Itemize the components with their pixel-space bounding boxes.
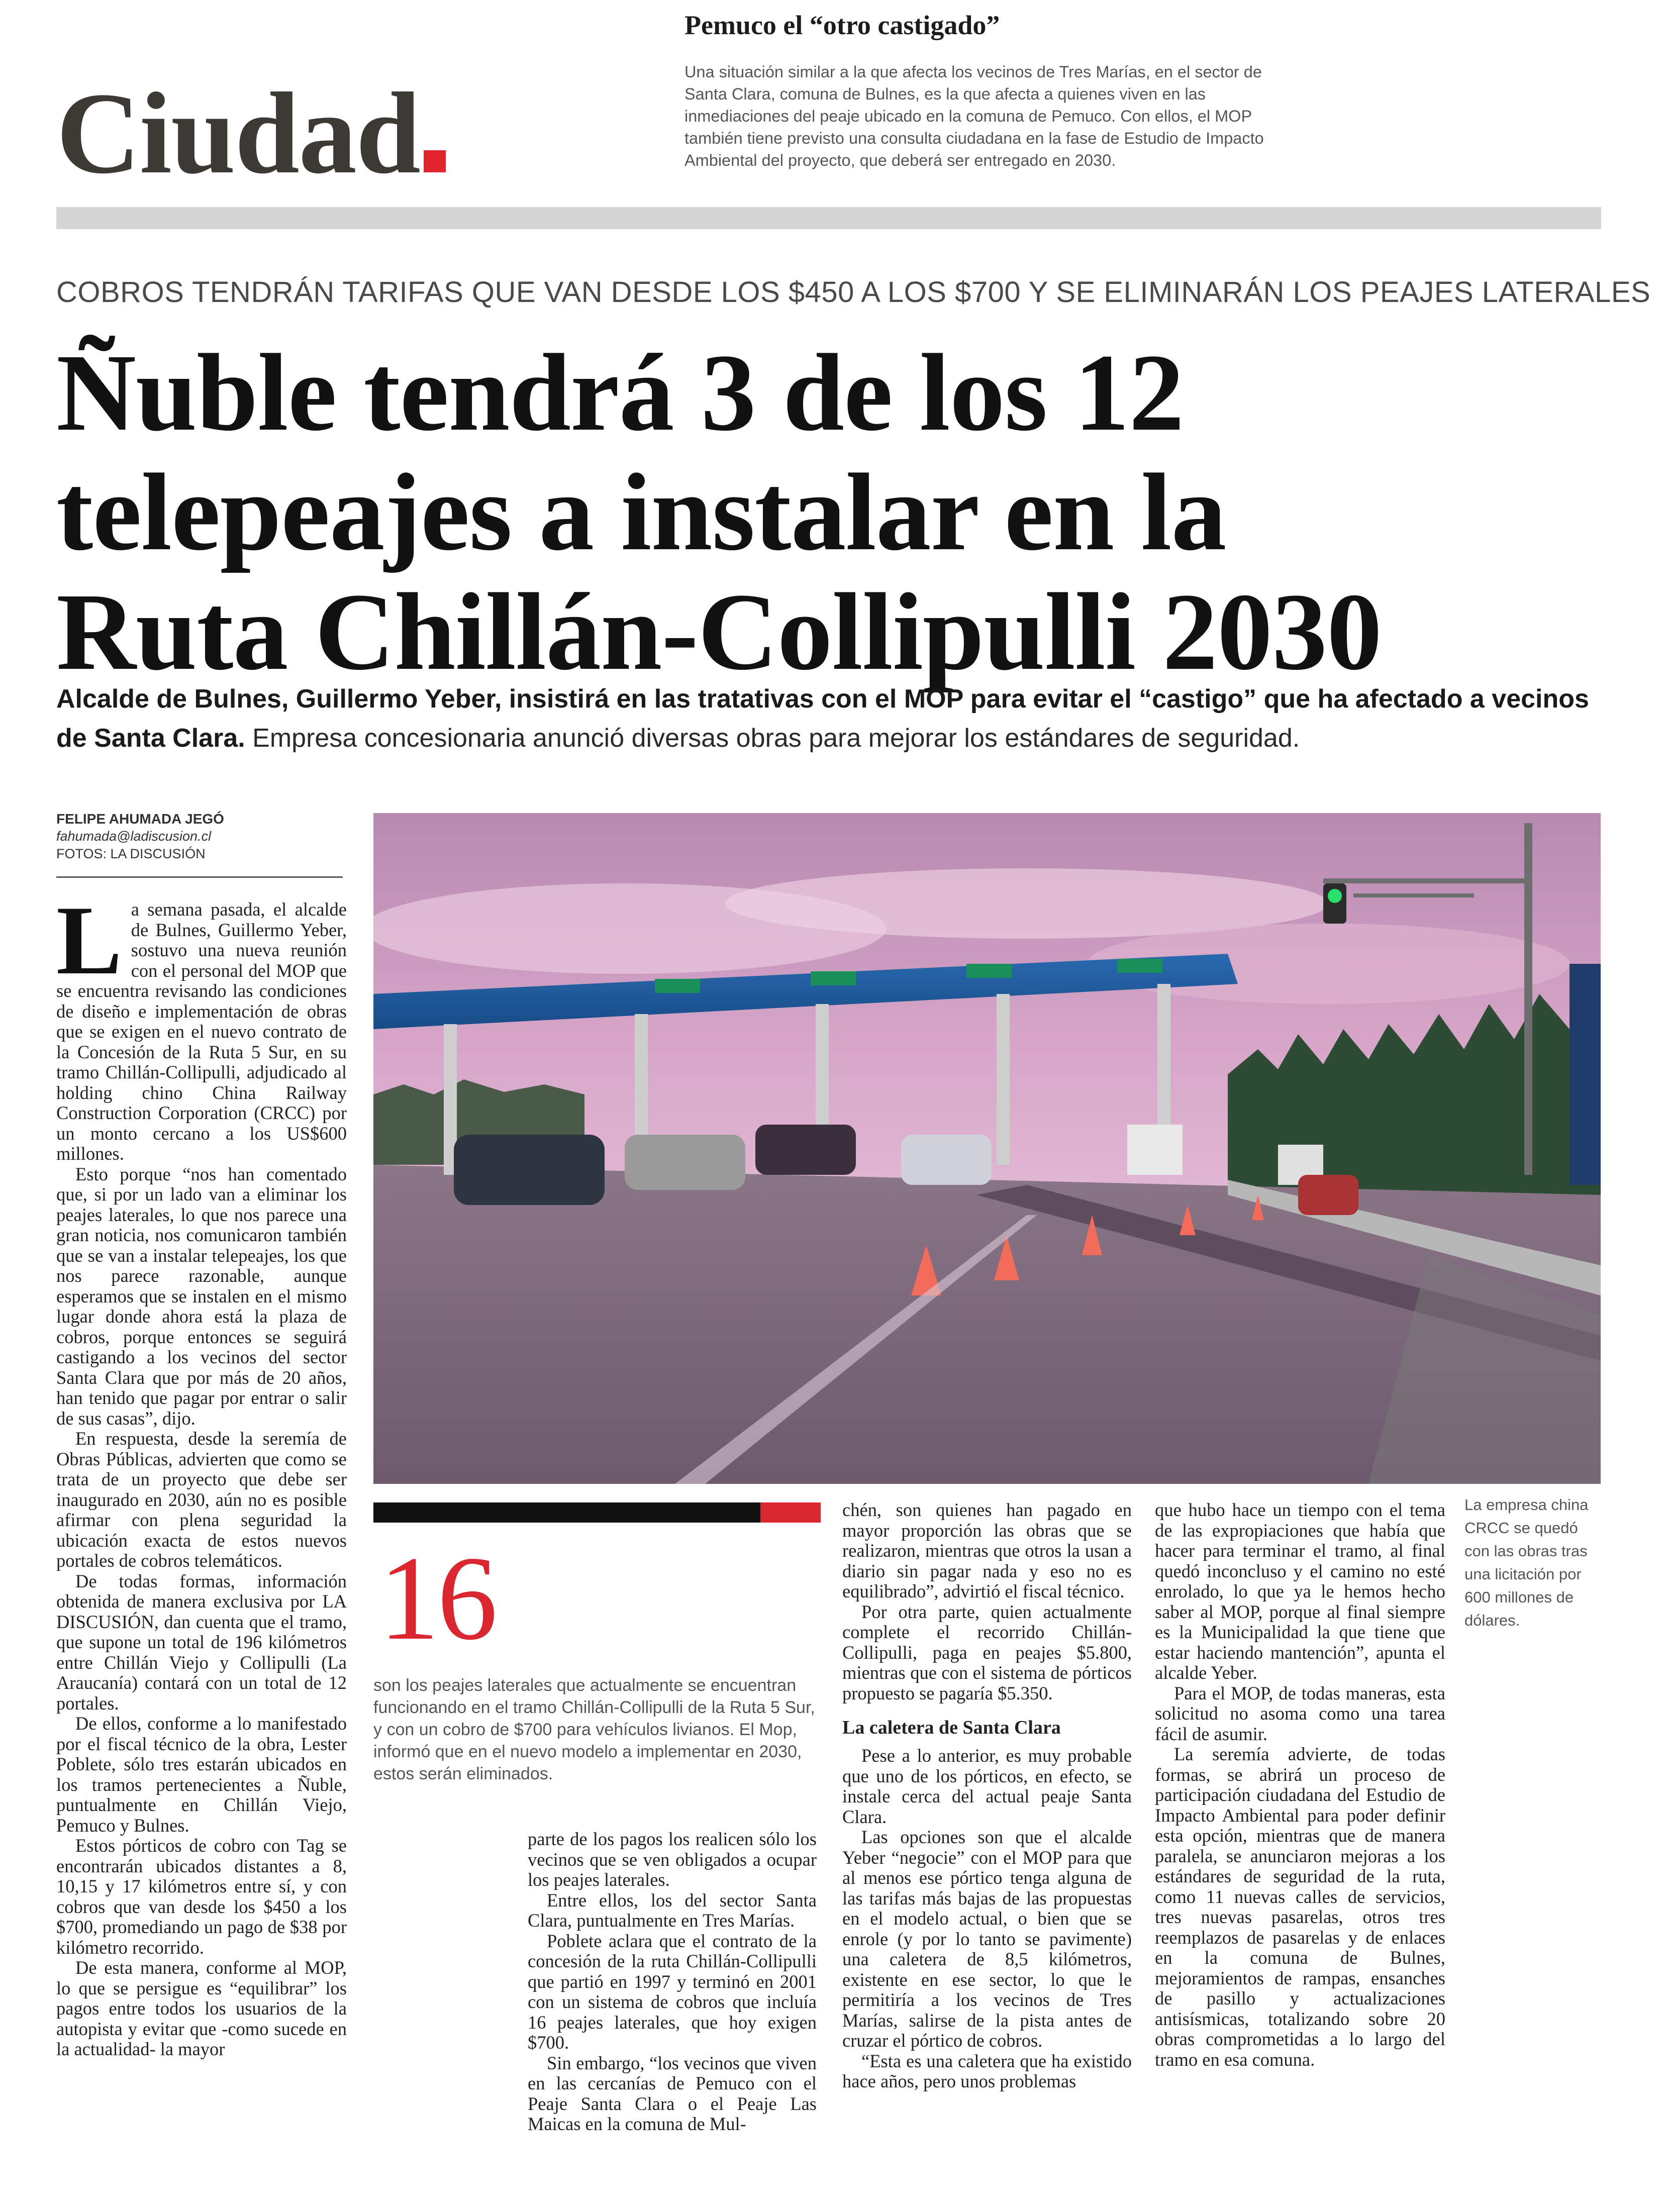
article-headline — [56, 333, 1624, 691]
body-paragraph: En respuesta, desde la seremía de Obras Públicas, advierten que como se trata de un proyecto que debe ser inaugurado en 2030, aún no es posible afirmar con plena seguridad la ubicación exacta de estos nuevos portales de cobros telemáticos. — [56, 1428, 347, 1571]
dek-regular: Empresa concesionaria anunció diversas obras para mejorar los estándares de seguridad. — [245, 724, 1300, 753]
byline-rule — [56, 876, 343, 878]
sidebar-box — [684, 9, 1293, 171]
header-rule — [56, 207, 1601, 229]
headline-line: telepeajes a instalar en la — [56, 451, 1226, 573]
stat-text: son los peajes laterales que actualmente se encuentran funcionando en el tramo Chillán-Collipulli de la Ruta 5 Sur, y con un cobro de $700 para vehículos livianos. El Mop, informó que en el nuevo modelo a implementar en 2030, estos serán eliminados. — [373, 1676, 815, 1783]
stat-bar-red — [760, 1502, 821, 1523]
body-paragraph: De ellos, conforme a lo manifestado por el fiscal técnico de la obra, Lester Poblete, sólo tres estarán ubicados en los tramos pertenecientes a Ñuble, puntualmente en Chillán Viejo, Pemuco y Bulnes. — [56, 1713, 347, 1836]
stat-number: 16 — [379, 1531, 496, 1665]
byline-photos: FOTOS: LA DISCUSIÓN — [56, 846, 206, 861]
section-title: Ciudad — [56, 75, 446, 192]
body-paragraph: Por otra parte, quien actualmente complete el recorrido Chillán-Collipulli, paga en peajes $5.800, mientras que con el sistema de pórticos propuesto se pagaría $5.350. — [842, 1601, 1132, 1703]
body-paragraph: Para el MOP, de todas maneras, esta solicitud no asoma como una tarea fácil de asumir. — [1155, 1682, 1445, 1744]
body-paragraph: Las opciones son que el alcalde Yeber “negocie” con el MOP para que al menos ese pórtico tenga alguna de las tarifas más bajas de las propuestas en el modelo actual, o bien que se enrole (y por lo tanto se pavimente) una caletera de 8,5 kilómetros, existente en ese sector, lo que le permitiría a los vecinos de Tres Marías, salirse de la pista antes de cruzar el pórtico de cobros. — [842, 1827, 1132, 2051]
body-paragraph: La seremía advierte, de todas formas, se abrirá un proceso de participación ciudadana del Estudio de Impacto Ambiental para poder definir esta opción, mientras que de manera paralela, se anunciaron mejoras a los estándares de seguridad de la ruta, como 11 nuevas calles de servicios, tres nuevas pasarelas, otros tres reemplazos de pasarelas y de enlaces en la comuna de Bulnes, mejoramientos de rampas, ensanches de pasillo y actualizaciones antisísmicas, totalizando sobre 20 obras comprometidas a lo largo del tramo en esa comuna. — [1155, 1744, 1445, 2070]
body-column-1 — [56, 886, 347, 2176]
body-paragraph: “Esta es una caletera que ha existido hace años, pero unos problemas — [842, 2050, 1132, 2091]
subhead: La caletera de Santa Clara — [842, 1717, 1061, 1738]
body-column-3 — [842, 1500, 1132, 2178]
photo-caption: La empresa china CRCC se quedó con las obras tras una licitación por 600 millones de dólares. — [1464, 1496, 1589, 1629]
body-paragraph: parte de los pagos los realicen sólo los vecinos que se ven obligados a ocupar los peajes laterales. — [528, 1829, 817, 1890]
body-column-2 — [528, 1829, 817, 2176]
body-paragraph: Entre ellos, los del sector Santa Clara, puntualmente en Tres Marías. — [528, 1889, 817, 1931]
byline-author: FELIPE AHUMADA JEGÓ — [56, 811, 224, 827]
article-dek — [56, 679, 1601, 758]
stat-bar-black — [373, 1502, 760, 1523]
body-paragraph: De todas formas, información obtenida de manera exclusiva por LA DISCUSIÓN, dan cuenta que el tramo, que supone un total de 196 kilómetros entre Chillán Viejo y Collipulli (La Araucanía) contará con un total de 12 portales. — [56, 1570, 347, 1714]
headline-line: Ruta Chillán-Collipulli 2030 — [56, 570, 1382, 693]
body-paragraph: Pese a lo anterior, es muy probable que uno de los pórticos, en efecto, se instale cerca del actual peaje Santa Clara. — [842, 1745, 1132, 1827]
article-kicker: COBROS TENDRÁN TARIFAS QUE VAN DESDE LOS $450 A LOS $700 Y SE ELIMINARÁN LOS PEAJES LATERALES — [56, 276, 1651, 309]
body-paragraph: De esta manera, conforme al MOP, lo que se persigue es “equilibrar” los pagos entre todos los usuarios de la autopista y evitar que -como sucede en la actualidad- la mayor — [56, 1957, 347, 2059]
drop-cap: L — [56, 886, 122, 995]
body-paragraph: Estos pórticos de cobro con Tag se encontrarán ubicados distantes a 8, 10,15 y 17 kilómetros entre sí, y con cobros que van desde los $450 a los $700, promediando un pago de $38 por kilómetro recorrido. — [56, 1835, 347, 1958]
stat-bar — [373, 1502, 821, 1523]
sidebar-title: Pemuco el “otro castigado” — [684, 10, 1000, 40]
toll-plaza-illustration — [373, 813, 1601, 1484]
body-paragraph: Esto porque “nos han comentado que, si por un lado van a eliminar los peajes laterales, lo que nos parece una gran noticia, nos comunicaron también que se van a instalar telepeajes, los que nos parece razonable, aunque esperamos que se instalen en el mismo lugar donde ahora está la plaza de cobros, porque entonces se seguirá castigando a los vecinos del sector Santa Clara que por más de 20 años, han tenido que pagar por entrar o salir de sus casas”, dijo. — [56, 1163, 347, 1429]
body-paragraph: Poblete aclara que el contrato de la concesión de la ruta Chillán-Collipulli que partió en 1997 y terminó en 2001 con un sistema de cobros que incluía 16 peajes laterales, que hoy exigen $700. — [528, 1930, 817, 2053]
sidebar-text: Una situación similar a la que afecta los vecinos de Tres Marías, en el sector de Santa Clara, comuna de Bulnes, es la que afecta a quienes viven en las inmediaciones del peaje ubicado en la comuna de Pemuco. Con ellos, el MOP también tiene previsto una consulta ciudadana en la fase de Estudio de Impacto Ambiental del proyecto, que deberá ser entregado en 2030. — [684, 62, 1264, 169]
byline-email: fahumada@ladiscusion.cl — [56, 829, 212, 844]
body-paragraph: Sin embargo, “los vecinos que viven en las cercanías de Pemuco con el Peaje Santa Clara o el Peaje Las Maicas en la comuna de Mul- — [528, 2052, 817, 2134]
dek-bold: Alcalde de Bulnes, Guillermo Yeber, insistirá en las tratativas con el MOP para evitar el “castigo” que ha afectado a vecinos de Santa Clara. — [56, 684, 1589, 753]
body-paragraph: que hubo hace un tiempo con el tema de las expropiaciones que había que hacer para terminar el tramo, al final quedó inconcluso y el camino no esté enrolado, lo que ya le hemos hecho saber al MOP, porque al final siempre es la Municipalidad la que tiene que estar haciendo mantención”, apunta el alcalde Yeber. — [1155, 1499, 1445, 1683]
body-column-4 — [1155, 1500, 1445, 2178]
body-paragraph: La semana pasada, el alcalde de Bulnes, Guillermo Yeber, sostuvo una nueva reunión con el personal del MOP que se encuentra revisando las condiciones de diseño e implementación de obras que se exigen en el nuevo contrato de la Concesión de la Ruta 5 Sur, en su tramo Chillán-Collipulli, adjudicado al holding chino China Railway Construction Corporation (CRCC) por un monto cercano a los US$600 millones. — [56, 886, 347, 1164]
toll-plaza-photo — [373, 813, 1601, 1484]
body-paragraph: chén, son quienes han pagado en mayor proporción las obras que se realizaron, mientras que otros la usan a diario sin pagar nada y eso no es equilibrado”, advirtió el fiscal técnico. — [842, 1499, 1132, 1601]
headline-line: Ñuble tendrá 3 de los 12 — [56, 331, 1184, 454]
byline — [56, 810, 343, 863]
section-title-dot — [424, 150, 446, 172]
